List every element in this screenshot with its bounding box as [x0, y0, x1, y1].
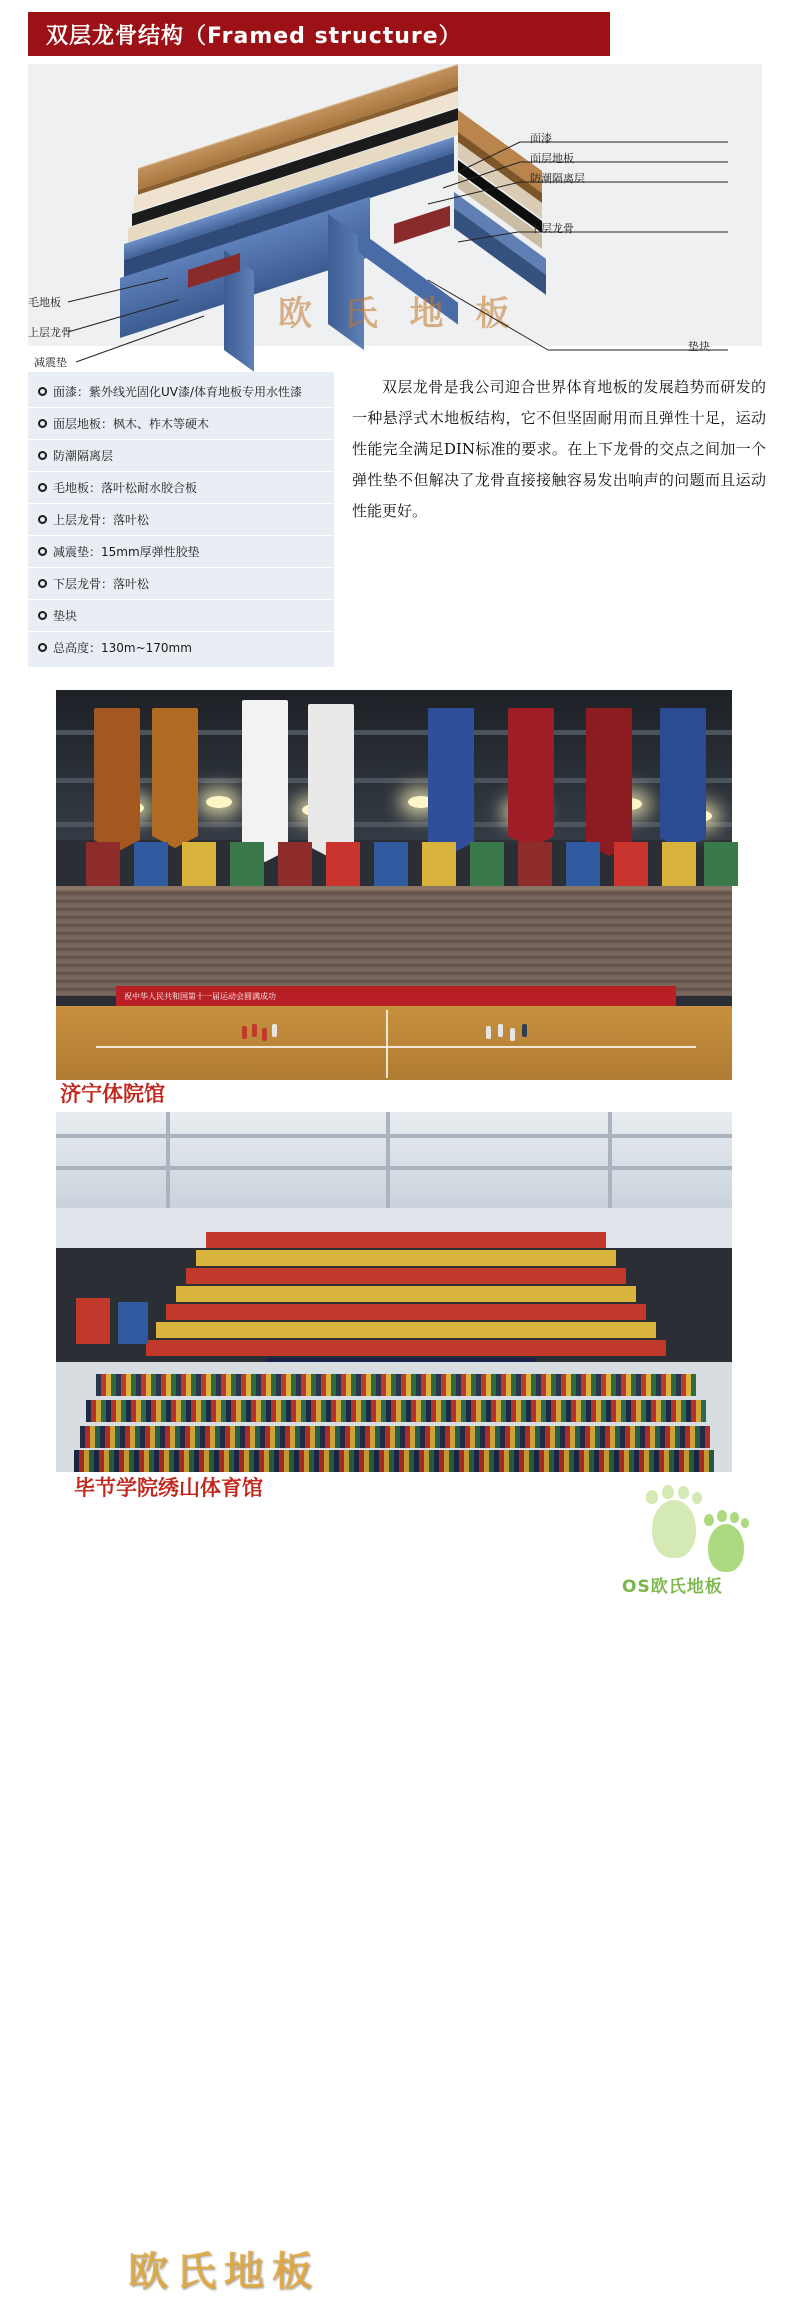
- small-flag: [182, 842, 216, 886]
- player: [498, 1024, 503, 1037]
- small-flag: [326, 842, 360, 886]
- isometric-structure-illustration: [28, 64, 762, 369]
- toe-icon: [678, 1486, 689, 1499]
- spec-text: 面层地板：枫木、柞木等硬木: [53, 417, 210, 431]
- footprint-icon: [708, 1524, 744, 1572]
- roof-column: [608, 1112, 612, 1208]
- hanging-banner: [508, 708, 554, 836]
- hanging-banner: [152, 708, 198, 836]
- toe-icon: [662, 1485, 674, 1499]
- photo-caption-jining: 济宁体院馆: [60, 1082, 165, 1106]
- list-item: [28, 472, 334, 504]
- small-flag: [230, 842, 264, 886]
- spec-text: 垫块: [53, 609, 78, 623]
- callout-label-lower-joist: 下层龙骨: [530, 222, 574, 235]
- player: [252, 1024, 257, 1037]
- photo-watermark: 欧氏地板: [128, 2249, 320, 2295]
- callout-label-rough-board: 毛地板: [28, 296, 61, 309]
- seat-row: [166, 1304, 646, 1320]
- court-side-banner: [116, 986, 676, 1006]
- page-title-bar: [28, 12, 610, 56]
- callout-label-moisture-layer: 防潮隔离层: [530, 172, 585, 185]
- player: [272, 1024, 277, 1037]
- small-flag: [422, 842, 456, 886]
- callout-lines: [28, 64, 762, 346]
- hanging-banner: [428, 708, 474, 842]
- hanging-banner: [94, 708, 140, 840]
- seat-row: [206, 1232, 606, 1248]
- wall-banner: [118, 1302, 148, 1344]
- list-item: [28, 408, 334, 440]
- seat-row: [156, 1322, 656, 1338]
- page-title: 双层龙骨结构（Framed structure）: [46, 23, 462, 49]
- structure-diagram-panel: [28, 64, 762, 369]
- small-flag: [566, 842, 600, 886]
- bullet-icon: [38, 419, 47, 428]
- diagram-watermark: 欧 氏 地 板: [278, 294, 520, 334]
- spec-list: [28, 372, 334, 667]
- spec-text: 毛地板：落叶松耐水胶合板: [53, 481, 198, 495]
- list-item: [28, 440, 334, 472]
- list-item: [28, 536, 334, 568]
- crowd-row: [86, 1400, 706, 1422]
- hanging-banner: [308, 704, 354, 846]
- seat-row: [196, 1250, 616, 1266]
- list-item: [28, 376, 334, 408]
- bullet-icon: [38, 451, 47, 460]
- player: [262, 1028, 267, 1041]
- roof-area: [56, 1112, 732, 1208]
- small-flag: [662, 842, 696, 886]
- seat-row: [146, 1340, 666, 1356]
- hanging-banner: [660, 708, 706, 838]
- bullet-icon: [38, 547, 47, 556]
- toe-icon: [646, 1490, 658, 1504]
- crowd-row: [96, 1374, 696, 1396]
- description-paragraph: 双层龙骨是我公司迎合世界体育地板的发展趋势而研发的一种悬浮式木地板结构，它不但坚固耐用而且弹性十足，运动性能完全满足DIN标准的要求。在上下龙骨的交点之间加一个弹性垫不但解决了龙骨直接接触容易发出响声的问题而且运动性能更好。: [352, 378, 766, 520]
- callout-label-upper-joist: 上层龙骨: [28, 326, 72, 339]
- roof-beam: [56, 1166, 732, 1170]
- player: [242, 1026, 247, 1039]
- bullet-icon: [38, 483, 47, 492]
- gymnasium-photo-jining: [56, 690, 732, 1080]
- hanging-banner: [586, 708, 632, 844]
- wall-banner: [76, 1298, 110, 1344]
- footprint-icon: [652, 1500, 696, 1558]
- wooden-court-floor: [56, 1006, 732, 1080]
- crowd-row: [74, 1450, 714, 1472]
- small-flag: [470, 842, 504, 886]
- bullet-icon: [38, 387, 47, 396]
- roof-beam: [56, 1134, 732, 1138]
- list-item: [28, 632, 334, 663]
- small-flag: [134, 842, 168, 886]
- seat-row: [176, 1286, 636, 1302]
- toe-icon: [717, 1510, 727, 1522]
- spec-text: 面漆：紫外线光固化UV漆/体育地板专用水性漆: [53, 385, 303, 399]
- small-flag: [518, 842, 552, 886]
- small-flag: [704, 842, 738, 886]
- toe-icon: [692, 1492, 702, 1504]
- callout-label-surface-board: 面层地板: [530, 152, 574, 165]
- bullet-icon: [38, 611, 47, 620]
- player: [510, 1028, 515, 1041]
- toe-icon: [730, 1512, 739, 1523]
- small-flag: [374, 842, 408, 886]
- roof-column: [386, 1112, 390, 1208]
- list-item: [28, 504, 334, 536]
- court-center-line: [386, 1010, 388, 1078]
- spec-text: 防潮隔离层: [53, 449, 114, 463]
- bullet-icon: [38, 579, 47, 588]
- court-line: [96, 1046, 696, 1048]
- spec-text: 总高度：130m~170mm: [53, 641, 192, 655]
- footer-brand: OS欧氏地板: [622, 1577, 723, 1597]
- spec-text: 下层龙骨：落叶松: [53, 577, 150, 591]
- list-item: [28, 568, 334, 600]
- spectator-crowd: [56, 886, 732, 996]
- small-flag: [86, 842, 120, 886]
- small-flag: [614, 842, 648, 886]
- spec-text: 上层龙骨：落叶松: [53, 513, 150, 527]
- crowd-row: [80, 1426, 710, 1448]
- callout-label-pad-block: 垫块: [688, 340, 710, 353]
- seat-row: [186, 1268, 626, 1284]
- toe-icon: [741, 1518, 749, 1528]
- small-flag: [278, 842, 312, 886]
- toe-icon: [704, 1514, 714, 1526]
- bullet-icon: [38, 515, 47, 524]
- spec-text: 减震垫：15mm厚弹性胶垫: [53, 545, 200, 559]
- banner-text: 祝中华人民共和国第十一届运动会圆满成功: [124, 992, 276, 1001]
- photo-caption-bijie: 毕节学院绣山体育馆: [74, 1476, 263, 1500]
- callout-label-surface-paint: 面漆: [530, 132, 552, 145]
- hanging-banner: [242, 700, 288, 850]
- callout-label-shock-pad: 减震垫: [34, 356, 67, 369]
- roof-column: [166, 1112, 170, 1208]
- bullet-icon: [38, 643, 47, 652]
- list-item: [28, 600, 334, 632]
- player: [522, 1024, 527, 1037]
- player: [486, 1026, 491, 1039]
- ceiling-lamp: [206, 796, 232, 808]
